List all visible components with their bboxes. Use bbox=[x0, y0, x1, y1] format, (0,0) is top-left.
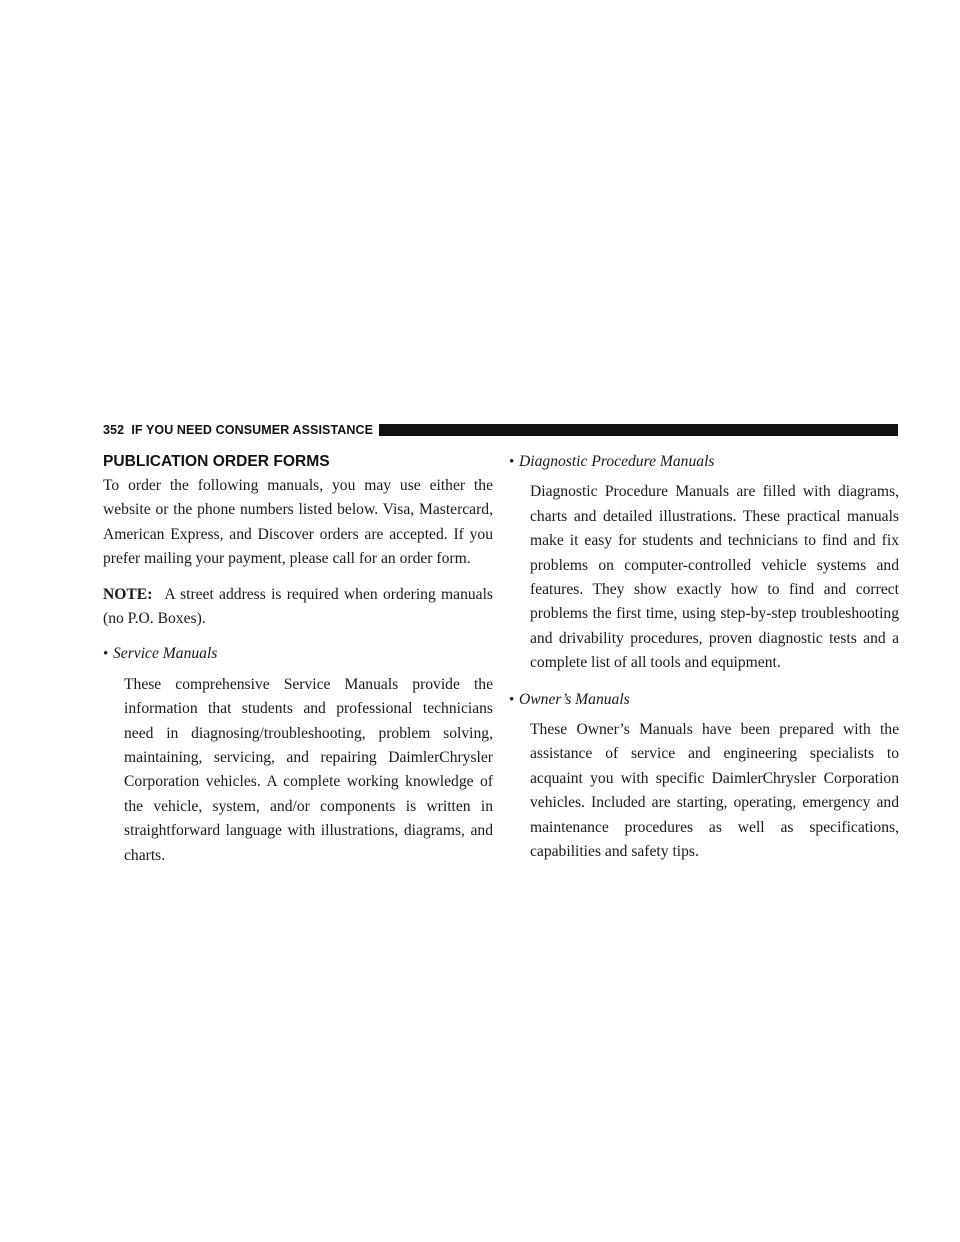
intro-paragraph: To order the following manuals, you may use either the website or the phone numbers listed below. Visa, Mastercard, American Express, and Discover orders are accepted. If you prefer mailing your payment, please call for an order form. bbox=[103, 477, 493, 568]
bullet-diagnostic-manuals bbox=[509, 450, 899, 676]
section-heading: PUBLICATION ORDER FORMS bbox=[103, 453, 330, 470]
bullet-body: These comprehensive Service Manuals provide the information that students and professional technicians need in diagnosing/troubleshooting, problem solving, maintaining, servicing, and repairing DaimlerChrysler Corporation vehicles. A complete working knowledge of the vehicle, system, and/or components is written in straightforward language with illustrations, diagrams, and charts. bbox=[124, 675, 493, 864]
page-number: 352 bbox=[103, 423, 125, 437]
bullet-title: Owner’s Manuals bbox=[519, 690, 630, 708]
section-title: IF YOU NEED CONSUMER ASSISTANCE bbox=[131, 423, 374, 437]
bullet-icon: • bbox=[509, 691, 515, 708]
bullet-icon: • bbox=[509, 454, 515, 470]
bullet-line bbox=[103, 642, 493, 666]
running-header bbox=[103, 422, 898, 438]
right-column bbox=[509, 450, 899, 877]
bullet-title: Service Manuals bbox=[113, 645, 218, 663]
bullet-service-manuals bbox=[103, 642, 493, 868]
bullet-icon: • bbox=[103, 646, 109, 663]
note-label: NOTE: bbox=[103, 585, 153, 603]
note-text: A street address is required when ordering manuals (no P.O. Boxes). bbox=[103, 585, 493, 628]
header-rule-bar bbox=[379, 424, 898, 436]
page-header-text bbox=[103, 423, 373, 437]
bullet-title: Diagnostic Procedure Manuals bbox=[519, 453, 715, 470]
left-column bbox=[103, 450, 493, 880]
bullet-body: Diagnostic Procedure Manuals are filled with diagrams, charts and detailed illustrations. These practical manuals make it easy for students and technicians to find and fix problems on computer-controlled vehicle systems and features. They show exactly how to find and correct problems the first time, using step-by-step troubleshooting and drivability procedures, proven diagnostic tests and a complete list of all tools and equipment. bbox=[530, 483, 899, 672]
bullet-body: These Owner’s Manuals have been prepared with the assistance of service and engineering specialists to acquaint you with specific DaimlerChrysler Corporation vehicles. Included are starting, operating, emergency and maintenance procedures as well as specifications, capabilities and safety tips. bbox=[530, 721, 899, 861]
bullet-line bbox=[509, 450, 899, 474]
note-paragraph bbox=[103, 583, 493, 632]
bullet-owners-manuals bbox=[509, 688, 899, 865]
bullet-line bbox=[509, 688, 899, 712]
